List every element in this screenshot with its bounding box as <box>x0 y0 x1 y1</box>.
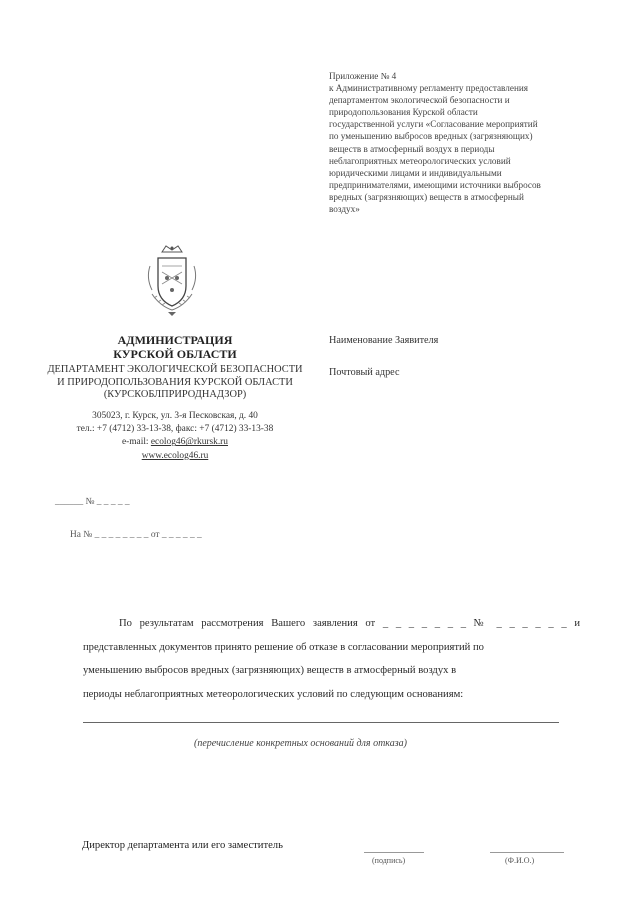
director-title: Директор департамента или его заместитель <box>82 840 283 851</box>
appendix-note <box>329 70 579 215</box>
body-line: По результатам рассмотрения Вашего заявления от _ _ _ _ _ _ _ № _ _ _ _ _ _ и <box>119 618 580 629</box>
outgoing-date-number: ______ № _ _ _ _ _ <box>55 497 130 507</box>
signature-caption: (подпись) <box>372 856 406 865</box>
appendix-line: департаментом экологической безопасности и <box>329 95 510 106</box>
appendix-line: государственной услуги «Согласование мероприятий <box>329 119 538 130</box>
appendix-line: предпринимателями, имеющими источники выбросов <box>329 179 541 190</box>
department-line: ДЕПАРТАМЕНТ ЭКОЛОГИЧЕСКОЙ БЕЗОПАСНОСТИ <box>47 364 303 375</box>
full-name-line <box>490 852 564 853</box>
appendix-line: неблагоприятных метеорологических условий <box>329 155 511 166</box>
appendix-line: по уменьшению выбросов вредных (загрязняющих) <box>329 131 533 142</box>
email-line <box>30 436 320 449</box>
department-line: И ПРИРОДОПОЛЬЗОВАНИЯ КУРСКОЙ ОБЛАСТИ <box>57 376 293 388</box>
appendix-line: к Административному регламенту предоставления <box>329 83 528 94</box>
appendix-line: природопользования Курской области <box>329 107 478 118</box>
signature-line <box>364 852 424 853</box>
department-name <box>30 364 320 402</box>
org-title-line: КУРСКОЙ ОБЛАСТИ <box>113 347 237 361</box>
website-link[interactable]: www.ecolog46.ru <box>141 450 209 461</box>
reference-number: На № _ _ _ _ _ _ _ _ от _ _ _ _ _ _ <box>70 530 202 540</box>
full-name-caption: (Ф.И.О.) <box>505 856 535 865</box>
contact-details <box>30 410 320 464</box>
coat-of-arms-emblem <box>140 244 204 318</box>
email-link[interactable]: ecolog46@rkursk.ru <box>150 437 228 448</box>
organization-header <box>30 333 320 463</box>
postal-address-label: Почтовый адрес <box>329 367 400 378</box>
applicant-name-label: Наименование Заявителя <box>329 335 439 346</box>
appendix-line: воздух» <box>329 204 360 215</box>
decision-paragraph <box>83 612 580 706</box>
appendix-line: вредных (загрязняющих) веществ в атмосферный <box>329 191 524 202</box>
body-line: периоды неблагоприятных метеорологических условий по следующим основаниям: <box>83 688 464 700</box>
body-line: уменьшению выбросов вредных (загрязняющих) веществ в атмосферный воздух в <box>83 665 457 676</box>
appendix-line: Приложение № 4 <box>329 71 397 81</box>
reasons-caption: (перечисление конкретных оснований для отказа) <box>194 738 407 749</box>
org-title-line: АДМИНИСТРАЦИЯ <box>117 333 233 347</box>
email-prefix: e-mail: <box>121 437 151 448</box>
appendix-line: юридическими лицами и индивидуальными <box>329 167 502 178</box>
postal-address: 305023, г. Курск, ул. 3-я Песковская, д. 40 <box>92 410 258 421</box>
appendix-line: веществ в атмосферный воздух в периоды <box>329 143 495 154</box>
department-line: (КУРСКОБЛПРИРОДНАДЗОР) <box>103 389 247 400</box>
body-line: представленных документов принято решение об отказе в согласовании мероприятий по <box>83 641 484 653</box>
phone-fax: тел.: +7 (4712) 33-13-38, факс: +7 (4712) 33-13-38 <box>76 423 274 434</box>
reasons-fill-line <box>83 722 559 723</box>
